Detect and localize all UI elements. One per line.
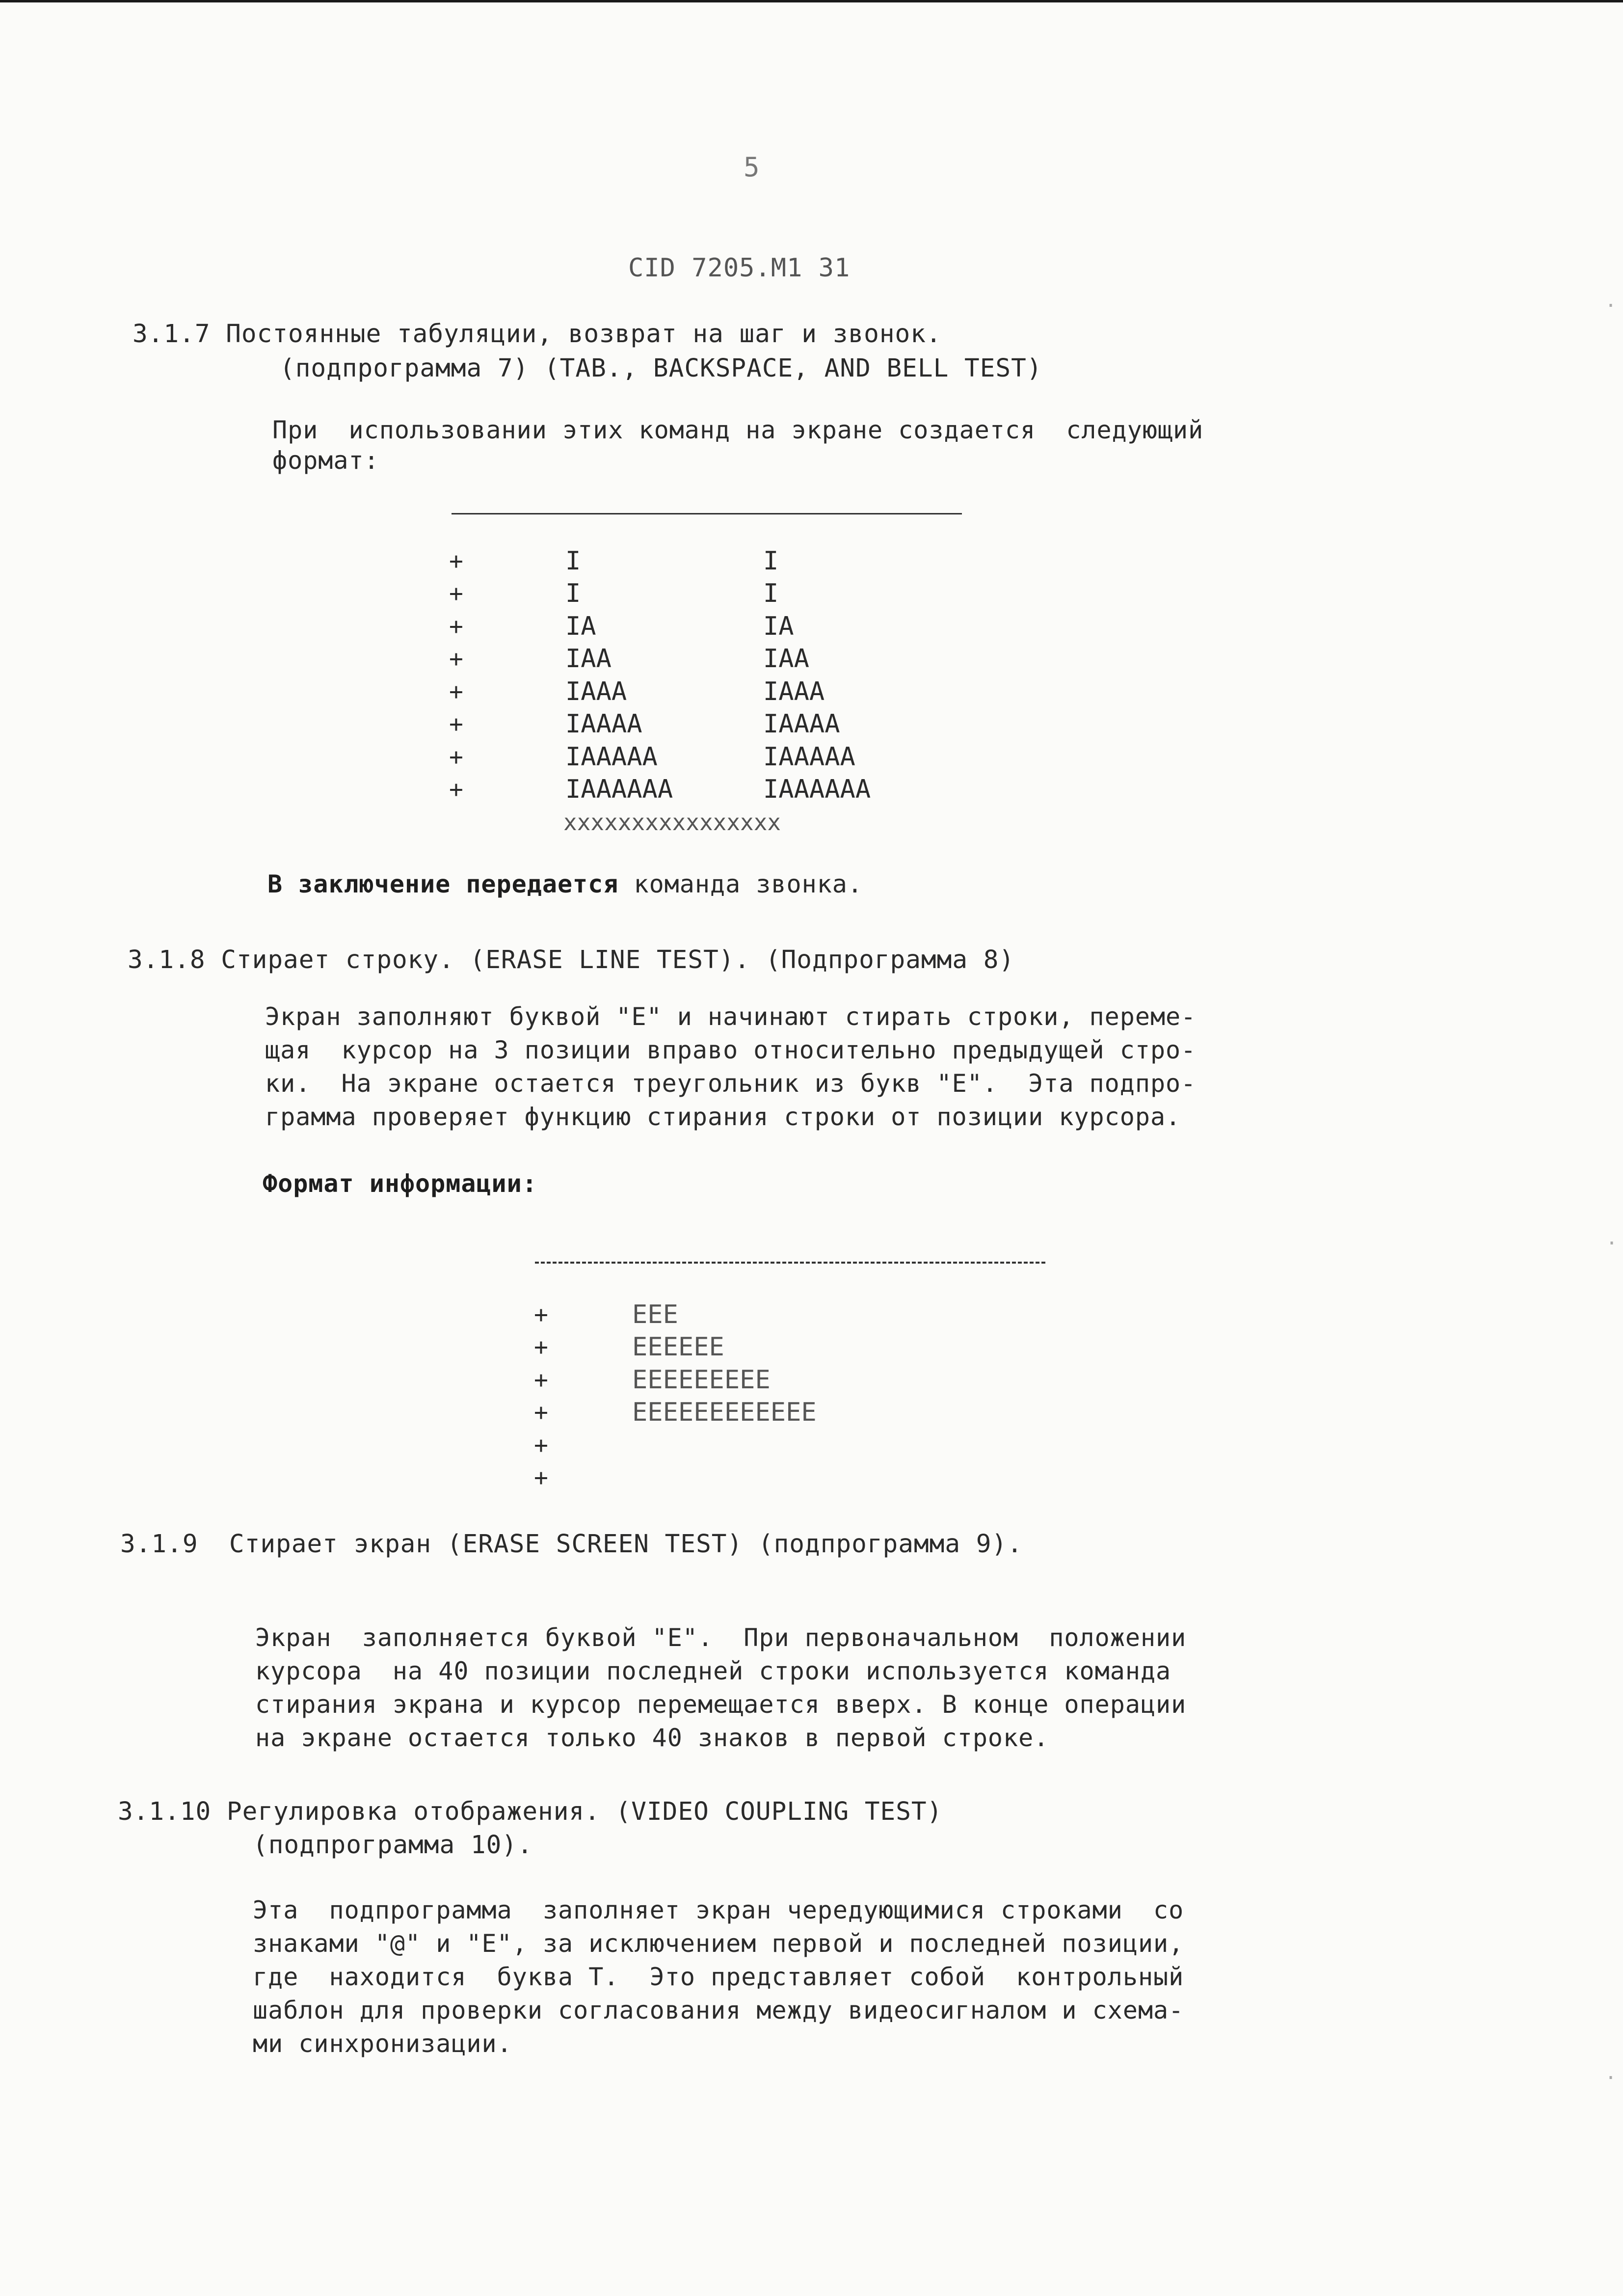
section-3-1-7-intro-line-1: При использовании этих команд на экране создается следующий [272, 416, 1204, 444]
figure-marker: + [449, 710, 463, 738]
section-3-1-8-body-line-1: Экран заполняют буквой "E" и начинают стирать строки, переме- [265, 1002, 1197, 1031]
page-number: 5 [744, 152, 760, 183]
conclusion-bold-part: В заключение передается [267, 870, 619, 898]
figure-marker: + [534, 1366, 548, 1394]
section-3-1-10-heading: 3.1.10 Регулировка отображения. (VIDEO COUPLING TEST) [118, 1797, 943, 1826]
figure-col2-line: I [763, 546, 779, 576]
margin-speck: · [1605, 2067, 1617, 2089]
figure-marker: + [449, 580, 463, 607]
figure-col2-line: IAAAAA [763, 742, 855, 772]
section-3-1-10-body-line-4: шаблон для проверки согласования между видеосигналом и схема- [253, 1996, 1184, 2025]
figure-col1-line: IAAAAAA [565, 775, 673, 804]
section-3-1-8-body-line-2: щая курсор на 3 позиции вправо относительно предыдущей стро- [265, 1036, 1197, 1064]
figure-dashed-rule [535, 1262, 1045, 1264]
section-3-1-10-body-line-3: где находится буква T. Это представляет собой контрольный [253, 1963, 1184, 1991]
section-3-1-9-body-line-1: Экран заполняется буквой "E". При первоначальном положении [255, 1623, 1187, 1652]
figure-col1-line: I [565, 579, 581, 608]
section-3-1-7-heading: 3.1.7 Постоянные табуляции, возврат на шаг и звонок. [133, 320, 942, 349]
figure-e-line: EEEEEE [632, 1332, 724, 1362]
section-3-1-7-conclusion [267, 869, 863, 899]
figure-col2-line: IA [763, 612, 794, 641]
figure-marker: + [449, 645, 463, 673]
format-info-label: Формат информации: [263, 1169, 537, 1198]
margin-speck: · [1606, 1232, 1618, 1255]
figure-e-line: EEEEEEEEE [632, 1365, 771, 1395]
figure-marker: + [534, 1399, 548, 1426]
section-3-1-10-body-line-5: ми синхронизации. [253, 2029, 512, 2058]
margin-speck: · [1605, 295, 1617, 317]
figure-col2-line: IAAA [763, 677, 825, 706]
section-3-1-10-body-line-1: Эта подпрограмма заполняет экран чередующимися строками со [253, 1896, 1184, 1924]
conclusion-rest-part: команда звонка. [618, 870, 863, 898]
figure-col2-line: I [763, 579, 779, 608]
section-3-1-9-body-line-2: курсора на 40 позиции последней строки используется команда [255, 1657, 1171, 1685]
figure-e-line: EEEEEEEEEEEE [632, 1398, 817, 1427]
figure-col2-line: IAAAAAA [763, 775, 871, 804]
figure-col2-line: IAA [763, 644, 809, 674]
figure-marker: + [534, 1464, 548, 1491]
figure-e-line: EEE [632, 1300, 678, 1329]
page-top-border [0, 0, 1623, 2]
figure-marker: + [449, 547, 463, 575]
figure-marker: + [449, 678, 463, 705]
figure-marker: + [449, 743, 463, 771]
figure-marker: + [534, 1301, 548, 1328]
document-code: CID 7205.M1 31 [628, 253, 851, 283]
figure-col2-line: IAAAA [763, 709, 840, 739]
figure-col1-line: IAAAAA [565, 742, 658, 772]
figure-marker: + [534, 1432, 548, 1459]
figure-col1-line: IAAA [565, 677, 627, 706]
figure-col1-line: IAAAA [565, 709, 642, 739]
figure-top-rule [452, 513, 962, 514]
section-3-1-9-body-line-4: на экране остается только 40 знаков в первой строке. [255, 1724, 1049, 1752]
figure-col1-line: IAA [565, 644, 612, 674]
section-3-1-7-subtitle: (подпрограмма 7) (TAB., BACKSPACE, AND BELL TEST) [280, 354, 1042, 383]
figure-marker: + [449, 776, 463, 803]
figure-col1-line: I [565, 546, 581, 576]
figure-marker: + [534, 1333, 548, 1361]
figure-marker: + [449, 613, 463, 640]
section-3-1-8-body-line-4: грамма проверяет функцию стирания строки от позиции курсора. [265, 1103, 1181, 1131]
figure-bottom-line: xxxxxxxxxxxxxxxx [563, 809, 781, 836]
figure-col1-line: IA [565, 612, 596, 641]
section-3-1-10-subtitle: (подпрограмма 10). [253, 1831, 533, 1860]
section-3-1-8-heading: 3.1.8 Стирает строку. (ERASE LINE TEST). (Подпрограмма 8) [128, 945, 1015, 974]
section-3-1-7-intro-line-2: формат: [272, 446, 379, 475]
section-3-1-8-body-line-3: ки. На экране остается треугольник из букв "E". Эта подпро- [265, 1069, 1197, 1098]
section-3-1-9-body-line-3: стирания экрана и курсор перемещается вверх. В конце операции [255, 1690, 1187, 1719]
section-3-1-10-body-line-2: знаками "@" и "E", за исключением первой и последней позиции, [253, 1929, 1184, 1958]
section-3-1-9-heading: 3.1.9 Стирает экран (ERASE SCREEN TEST) (подпрограмма 9). [120, 1530, 1023, 1559]
